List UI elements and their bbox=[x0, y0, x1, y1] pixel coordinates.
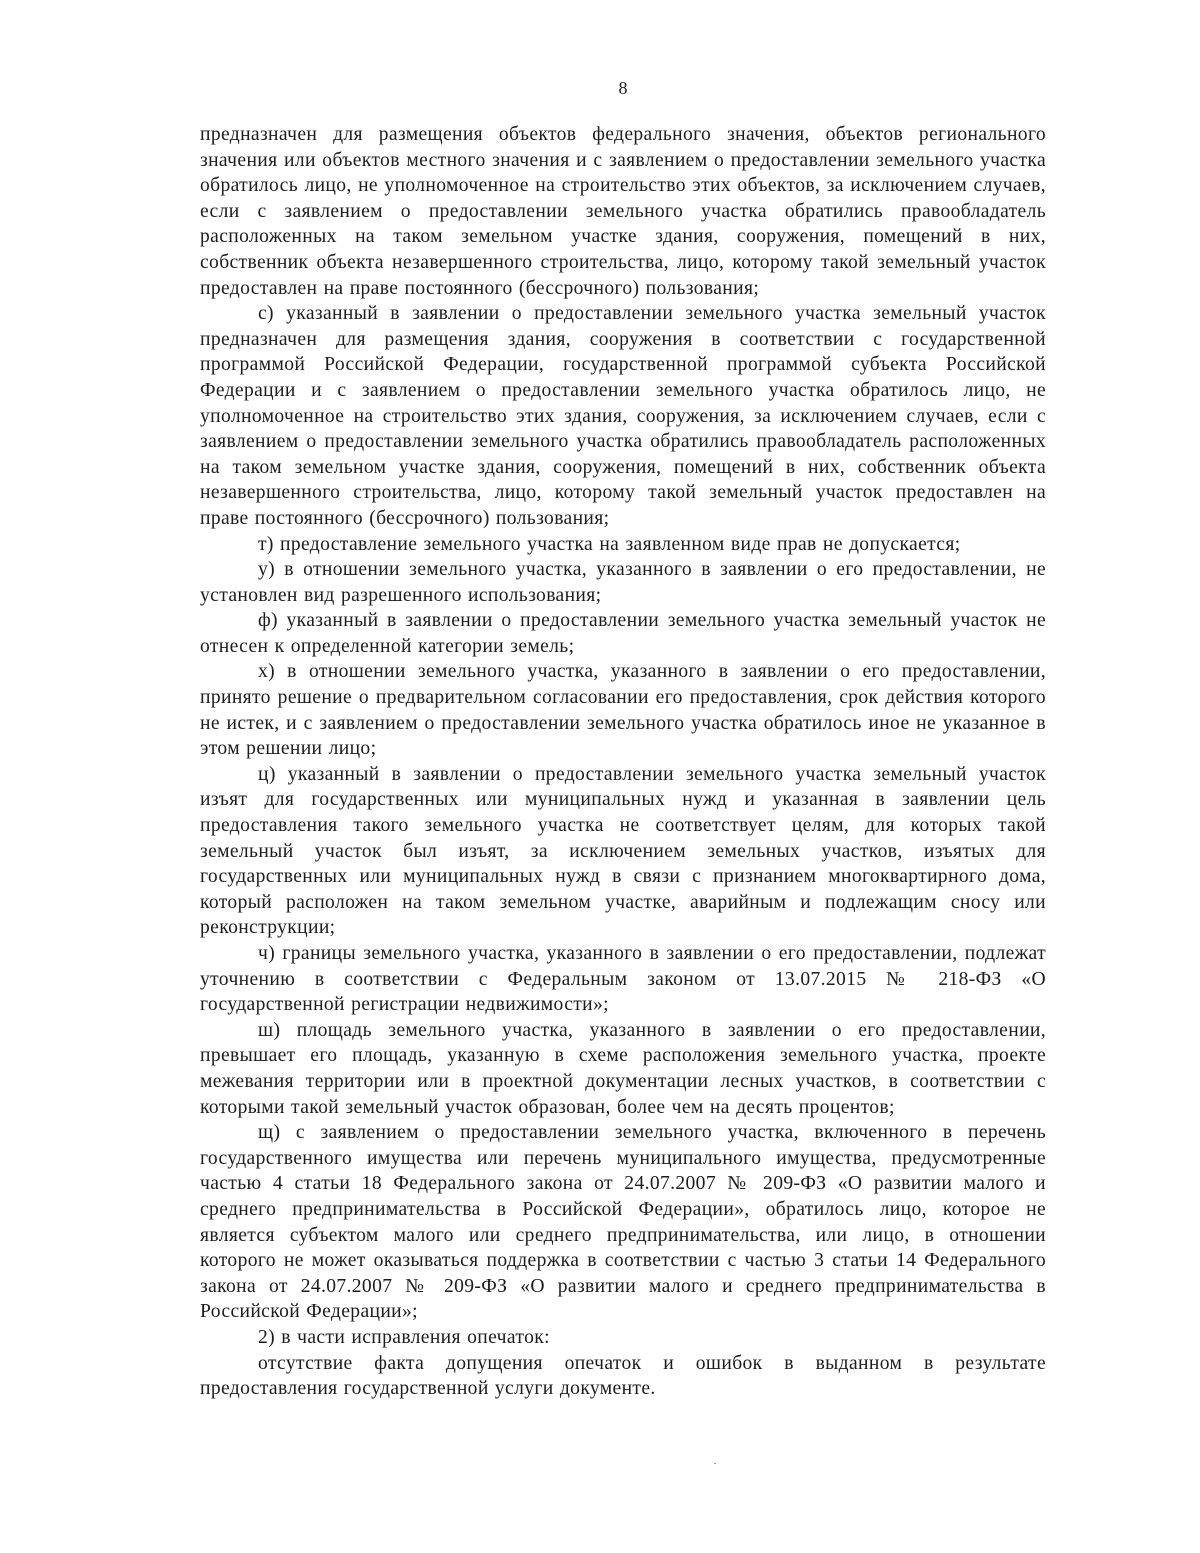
paragraph-item-t: т) предоставление земельного участка на заявленном виде прав не допускается; bbox=[258, 533, 961, 555]
paragraph-item-f: ф) указанный в заявлении о предоставлении земельного участка земельный участок не отнесен к определенной категории земель; bbox=[200, 610, 1046, 657]
paragraph-item-shch: щ) с заявлением о предоставлении земельного участка, включенного в перечень государственного имущества или перечень муниципального имущества, предусмотренные частью 4 статьи 18 Федерального закона от 24.07.2007 № 209-ФЗ «О развитии малого и среднего предпринимательства в Российской Федерации», обратилось лицо, которое не является субъектом малого или среднего предпринимательства, или лицо, в отношении которого не может оказываться поддержка в соответствии с частью 3 статьи 14 Федерального закона от 24.07.2007 № 209-ФЗ «О развитии малого и среднего предпринимательства в Российской Федерации»; bbox=[200, 1122, 1046, 1323]
page-number: 8 bbox=[618, 78, 628, 98]
paragraph-section-2: 2) в части исправления опечаток: bbox=[258, 1326, 550, 1348]
paragraph-item-u: у) в отношении земельного участка, указанного в заявлении о его предоставлении, не установлен вид разрешенного использования; bbox=[200, 559, 1046, 606]
paragraph-item-sh: ш) площадь земельного участка, указанного в заявлении о его предоставлении, превышает его площадь, указанную в схеме расположения земельного участка, проекте межевания территории или в проектной документации лесных участков, в соответствии с которыми такой земельный участок образован, более чем на десять процентов; bbox=[200, 1019, 1046, 1118]
paragraph-item-kh: х) в отношении земельного участка, указанного в заявлении о его предоставлении, принято решение о предварительном согласовании его предоставления, срок действия которого не истек, и с заявлением о предоставлении земельного участка обратилось иное не указанное в этом решении лицо; bbox=[200, 661, 1046, 760]
scan-speck bbox=[714, 1463, 716, 1464]
paragraph-final: отсутствие факта допущения опечаток и ошибок в выданном в результате предоставления государственной услуги документе. bbox=[200, 1352, 1046, 1400]
document-body bbox=[200, 122, 1046, 1402]
paragraph-continuation: предназначен для размещения объектов федерального значения, объектов регионального значения или объектов местного значения и с заявлением о предоставлении земельного участка обратилось лицо, не уполномоченное на строительство этих объектов, за исключением случаев, если с заявлением о предоставлении земельного участка обратились правообладатель расположенных на таком земельном участке здания, сооружения, помещений в них, собственник объекта незавершенного строительства, лицо, которому такой земельный участок предоставлен на праве постоянного (бессрочного) пользования; bbox=[200, 124, 1046, 299]
paragraph-item-s: с) указанный в заявлении о предоставлении земельного участка земельный участок предназначен для размещения здания, сооружения в соответствии с государственной программой Российской Федерации, государственной программой субъекта Российской Федерации и с заявлением о предоставлении земельного участка обратилось лицо, не уполномоченное на строительство этих здания, сооружения, за исключением случаев, если с заявлением о предоставлении земельного участка обратились правообладатель расположенных на таком земельном участке здания, сооружения, помещений в них, собственник объекта незавершенного строительства, лицо, которому такой земельный участок предоставлен на праве постоянного (бессрочного) пользования; bbox=[200, 303, 1046, 529]
paragraph-item-ts: ц) указанный в заявлении о предоставлении земельного участка земельный участок изъят для государственных или муниципальных нужд и указанная в заявлении цель предоставления такого земельного участка не соответствует целям, для которых такой земельный участок был изъят, за исключением земельных участков, изъятых для государственных или муниципальных нужд в связи с признанием многоквартирного дома, который расположен на таком земельном участке, аварийным и подлежащим сносу или реконструкции; bbox=[200, 763, 1046, 939]
paragraph-item-ch: ч) границы земельного участка, указанного в заявлении о его предоставлении, подлежат уточнению в соответствии с Федеральным законом от 13.07.2015 № 218-ФЗ «О государственной регистрации недвижимости»; bbox=[200, 943, 1046, 1016]
